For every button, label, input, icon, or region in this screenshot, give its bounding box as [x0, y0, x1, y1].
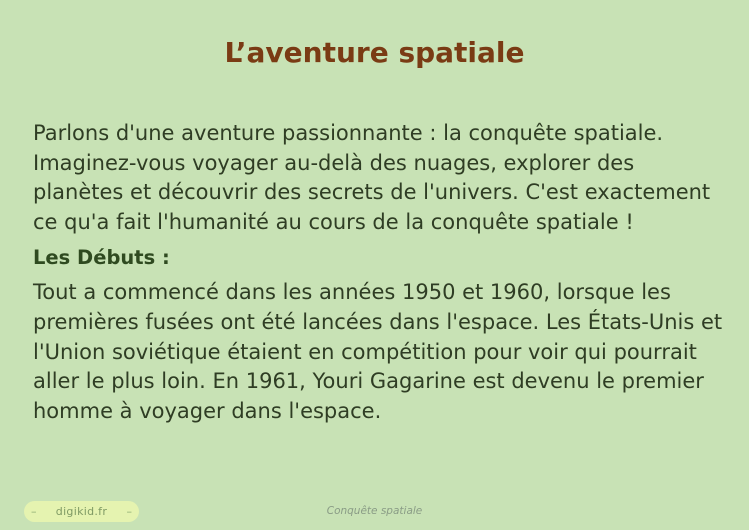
page-title: L’aventure spatiale [224, 36, 525, 69]
brand-dash-left: – [31, 505, 37, 518]
intro-paragraph: Parlons d'une aventure passionnante : la conquête spatiale. Imaginez-vous voyager au-delà des nuages, explorer des planètes et découvrir des secrets de l'univers. C'est exactement ce qu'a fait l'humanité au cours de la conquête spatiale ! [33, 121, 711, 234]
section-paragraph: Tout a commencé dans les années 1950 et 1960, lorsque les premières fusées ont été lancées dans l'espace. Les États-Unis et l'Union soviétique étaient en compétition pour voir qui pourrait aller le plus loin. En 1961, Youri Gagarine est devenu le premier homme à voyager dans l'espace. [33, 280, 723, 423]
section-heading: Les Débuts : [33, 246, 170, 270]
footer [0, 500, 749, 524]
brand-label: digikid.fr [55, 505, 108, 518]
brand-dash-right: – [126, 505, 132, 518]
document-body [33, 119, 723, 426]
footer-caption: Conquête spatiale [326, 505, 423, 517]
